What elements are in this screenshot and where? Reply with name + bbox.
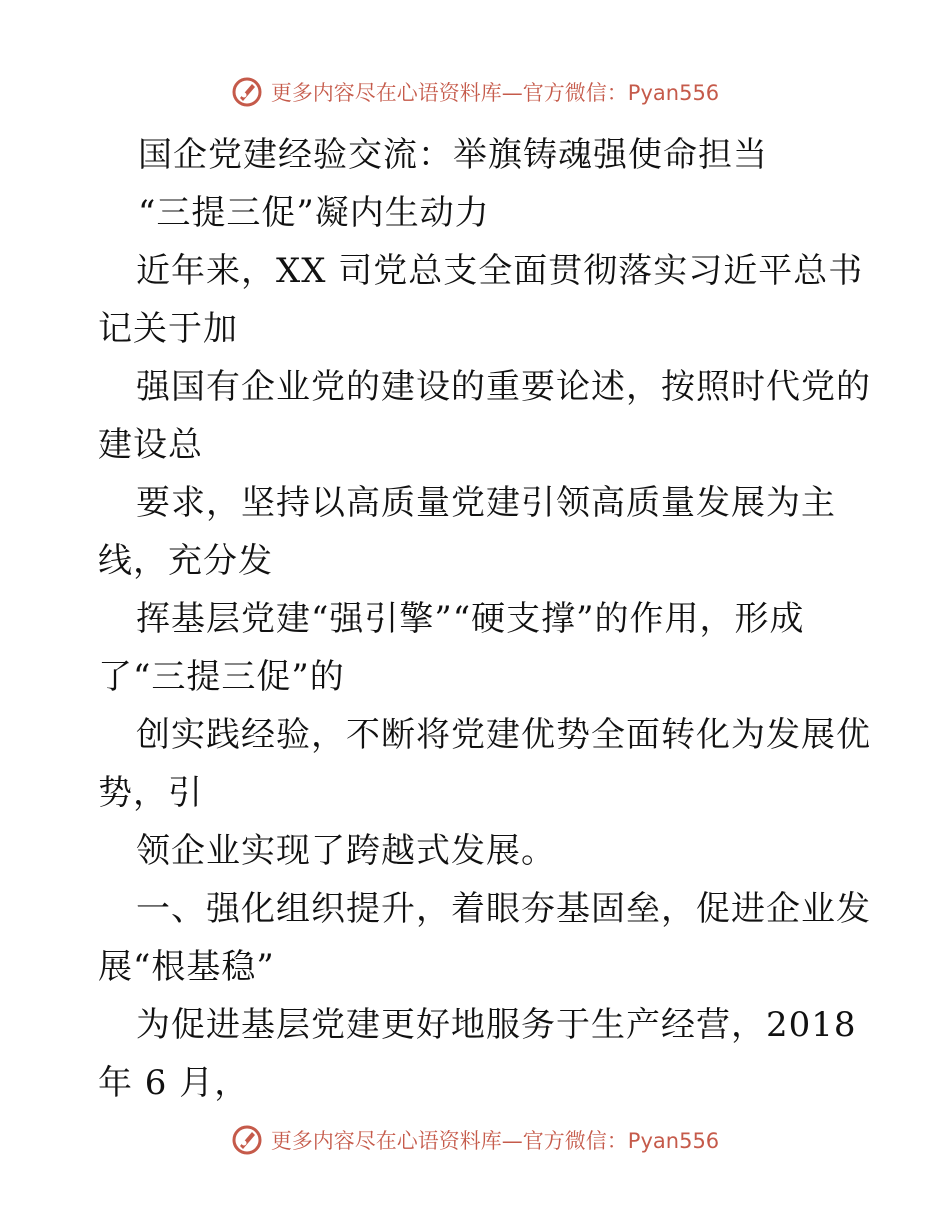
paragraph-line: 为促进基层党建更好地服务于生产经营，2018 <box>136 1005 857 1045</box>
paragraph-line: 记关于加 <box>98 309 238 349</box>
paragraph-line: 挥基层党建“强引擎”“硬支撑”的作用，形成 <box>136 599 805 639</box>
watermark-text: 更多内容尽在心语资料库—官方微信：Pyan556 <box>270 81 720 105</box>
paragraph-line: 近年来，XX 司党总支全面贯彻落实习近平总书 <box>136 251 864 291</box>
paragraph-line: 领企业实现了跨越式发展。 <box>136 831 556 871</box>
document-subtitle: “三提三促”凝内生动力 <box>138 193 490 233</box>
section-heading-continued: 展“根基稳” <box>98 947 275 987</box>
paragraph-line: 强国有企业党的建设的重要论述，按照时代党的 <box>136 367 871 407</box>
paragraph-line: 线，充分发 <box>98 541 273 581</box>
watermark-text: 更多内容尽在心语资料库—官方微信：Pyan556 <box>270 1129 720 1153</box>
paragraph-line: 势，引 <box>98 773 203 813</box>
paragraph-line: 创实践经验，不断将党建优势全面转化为发展优 <box>136 715 871 755</box>
paragraph-line: 要求，坚持以高质量党建引领高质量发展为主 <box>136 483 836 523</box>
header-watermark <box>0 72 950 112</box>
paragraph-line: 了“三提三促”的 <box>98 657 345 697</box>
paragraph-line: 建设总 <box>98 425 203 465</box>
footer-watermark <box>0 1120 950 1160</box>
document-body <box>98 126 871 1112</box>
section-heading: 一、强化组织提升，着眼夯基固垒，促进企业发 <box>136 889 871 929</box>
logo-seal-icon <box>231 1124 263 1156</box>
paragraph-line: 年 6 月， <box>98 1063 250 1103</box>
document-title: 国企党建经验交流：举旗铸魂强使命担当 <box>138 135 768 175</box>
logo-seal-icon <box>231 76 263 108</box>
